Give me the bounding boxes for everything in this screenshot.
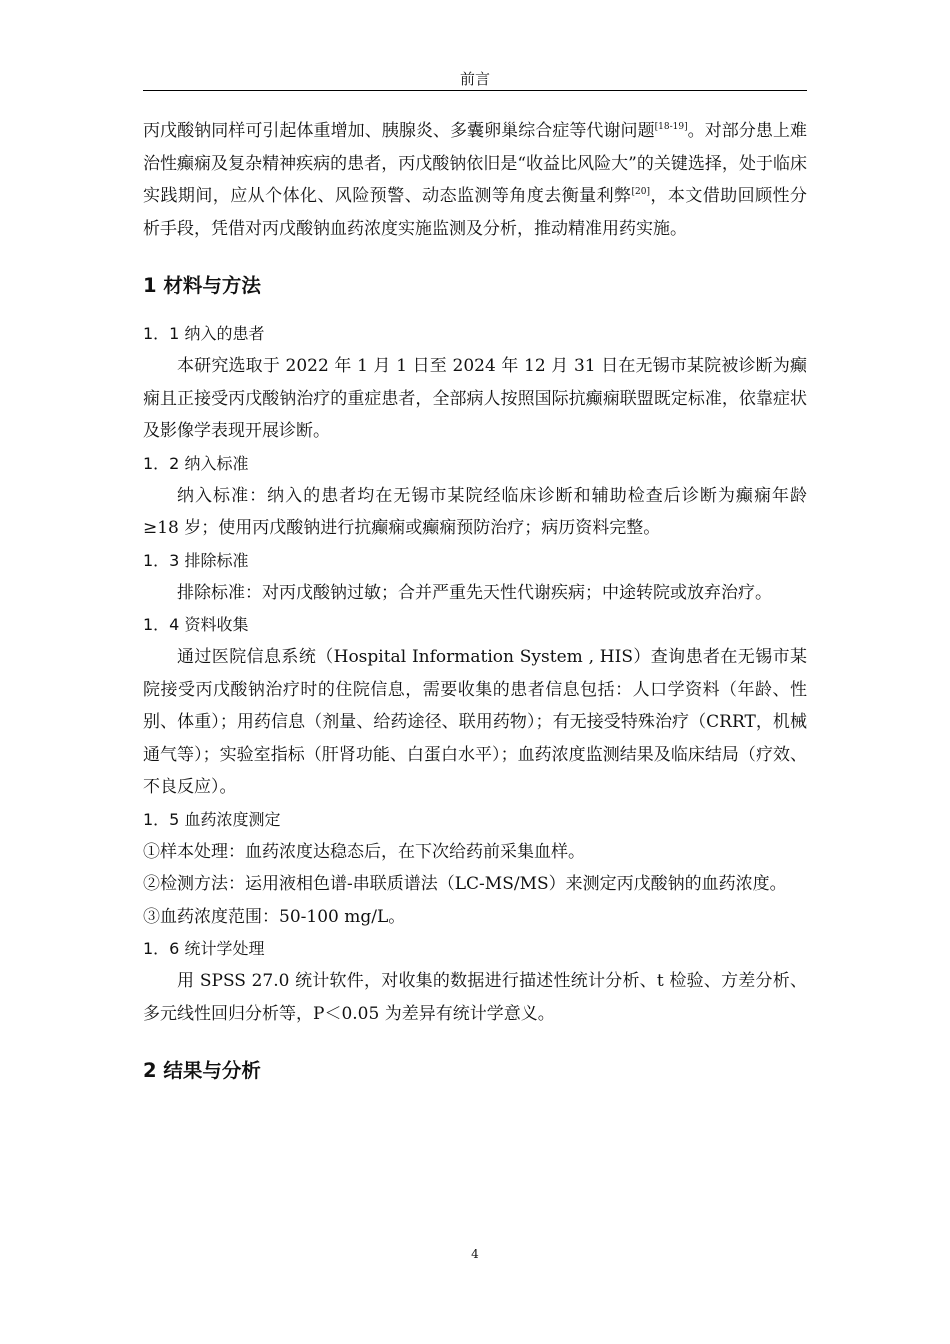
section-1-2-heading: 1．2 纳入标准 — [143, 453, 249, 473]
intro-text-c: ，本文借助回顾性分析手段，凭借对丙戊酸钠血药浓度实施监测及分析，推动精准用药实施。 — [143, 186, 808, 239]
section-1-4-paragraph: 通过医院信息系统（Hospital Information System , HIS）查询患者在无锡市某院接受丙戊酸钠治疗时的住院信息，需要收集的患者信息包括：人口学资料（年龄、性别、体重）；用药信息（剂量、给药途径、联用药物）；有无接受特殊治疗（CRRT，机械通气等）；实验室指标（肝肾功能、白蛋白水平）；血药浓度监测结果及临床结局（疗效、不良反应）。 — [143, 647, 807, 797]
section-1-5-item-2: ②检测方法：运用液相色谱-串联质谱法（LC-MS/MS）来测定丙戊酸钠的血药浓度。 — [143, 874, 787, 894]
section-1-4-heading: 1．4 资料收集 — [143, 615, 249, 634]
intro-text-b: 。对部分患上难治性癫痫及复杂精神疾病的患者，丙戊酸钠依旧是“收益比风险大”的关键选择，处于临床实践期间，应从个体化、风险预警、动态监测等角度去衡量利弊 — [143, 121, 808, 206]
section-1-5-item-3: ③血药浓度范围：50-100 mg/L。 — [143, 906, 406, 927]
section-1-5-item-1: ①样本处理：血药浓度达稳态后，在下次给药前采集血样。 — [143, 841, 585, 862]
section-1-5-heading: 1．5 血药浓度测定 — [143, 809, 281, 829]
section-1-2-paragraph: 纳入标准：纳入的患者均在无锡市某院经临床诊断和辅助检查后诊断为癫痫年龄≥18 岁；使用丙戊酸钠进行抗癫痫或癫痫预防治疗；病历资料完整。 — [143, 485, 807, 538]
page-number: 4 — [471, 1247, 479, 1261]
section-1-heading: 1 材料与方法 — [143, 274, 261, 297]
section-2-heading: 2 结果与分析 — [143, 1059, 261, 1082]
section-1-3-paragraph: 排除标准：对丙戊酸钠过敏；合并严重先天性代谢疾病；中途转院或放弃治疗。 — [177, 582, 772, 603]
page-content — [143, 115, 807, 1086]
section-1-3-heading: 1．3 排除标准 — [143, 550, 249, 570]
intro-paragraph — [143, 115, 807, 245]
section-1-6-paragraph: 用 SPSS 27.0 统计软件，对收集的数据进行描述性统计分析、t 检验、方差分析、多元线性回归分析等，P＜0.05 为差异有统计学意义。 — [143, 971, 807, 1024]
section-1-6-heading: 1．6 统计学处理 — [143, 939, 265, 958]
intro-text-a: 丙戊酸钠同样可引起体重增加、胰腺炎、多囊卵巢综合症等代谢问题 — [143, 121, 655, 141]
section-1-1-paragraph: 本研究选取于 2022 年 1 月 1 日至 2024 年 12 月 31 日在无锡市某院被诊断为癫痫且正接受丙戊酸钠治疗的重症患者，全部病人按照国际抗癫痫联盟既定标准，依靠症状及影像学表现开展诊断。 — [143, 356, 807, 441]
running-header: 前言 — [459, 70, 490, 88]
section-1-1-heading: 1．1 纳入的患者 — [143, 324, 265, 343]
header-rule — [143, 90, 807, 91]
citation-18-19: [18-19] — [654, 122, 688, 132]
citation-20: [20] — [631, 187, 650, 197]
